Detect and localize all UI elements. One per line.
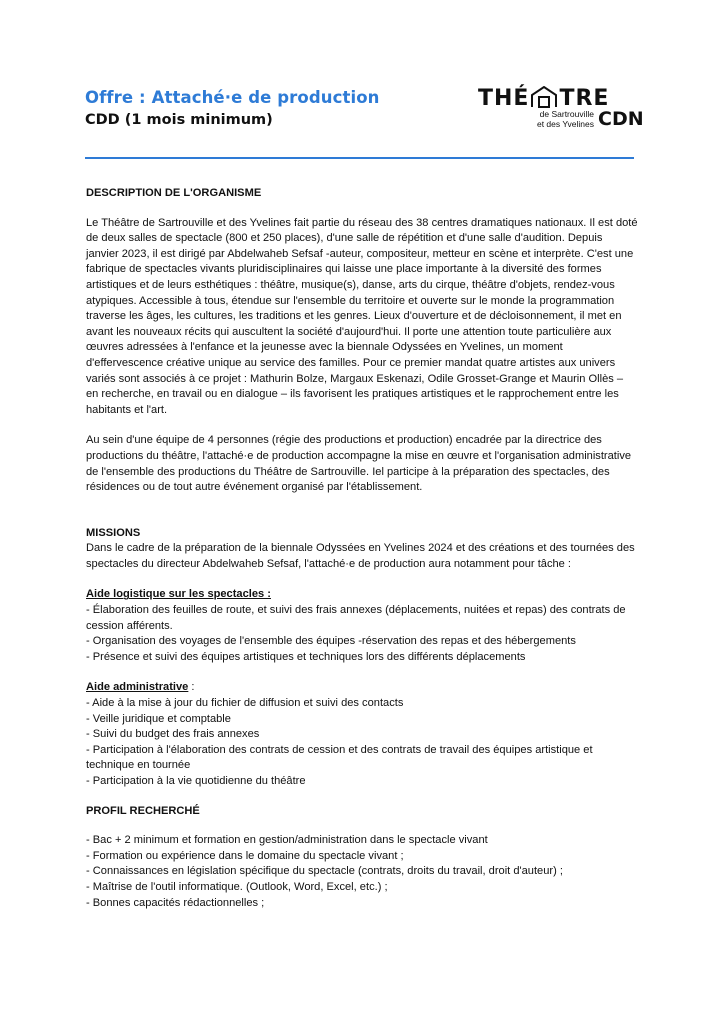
- list-item: - Élaboration des feuilles de route, et suivi des frais annexes (déplacements, nuitées et repas) des contrats de cession afférents.: [86, 604, 626, 632]
- list-item: - Suivi du budget des frais annexes: [86, 728, 260, 741]
- logo-word-right: TRE: [559, 86, 610, 111]
- list-item: - Connaissances en législation spécifique du spectacle (contrats, droits du travail, droit d'auteur) ;: [86, 865, 563, 878]
- header-divider: [85, 157, 634, 159]
- admin-heading: Aide administrative: [86, 681, 189, 694]
- admin-heading-colon: :: [188, 681, 195, 694]
- house-icon: [530, 86, 558, 108]
- list-item: - Organisation des voyages de l'ensemble des équipes -réservation des repas et des hébergements: [86, 635, 576, 648]
- offer-title-role: Attaché·e de production: [151, 88, 380, 107]
- list-item: - Aide à la mise à jour du fichier de diffusion et suivi des contacts: [86, 697, 404, 710]
- admin-list: [86, 696, 638, 790]
- profile-list: [86, 833, 638, 911]
- description-heading: DESCRIPTION DE L'ORGANISME: [86, 187, 262, 199]
- list-item: - Formation ou expérience dans le domaine du spectacle vivant ;: [86, 849, 404, 862]
- list-item: - Participation à la vie quotidienne du théâtre: [86, 775, 306, 787]
- description-paragraph-2: Au sein d'une équipe de 4 personnes (régie des productions et production) encadrée par la directrice des productions du théâtre, l'attaché·e de production accompagne la mise en œuvre et l'organisation administrative de l'ensemble des productions du Théâtre de Sartrouville. Iel participe à la préparation des spectacles, des résidences ou de tout autre événement organisé par l'établissement.: [86, 434, 632, 494]
- logo-word-left: THÉ: [478, 86, 530, 111]
- profile-heading: PROFIL RECHERCHÉ: [86, 804, 200, 817]
- logo-wordmark: [478, 86, 609, 111]
- logistics-heading: Aide logistique sur les spectacles :: [86, 588, 271, 601]
- description-paragraph-1: Le Théâtre de Sartrouville et des Yvelines fait partie du réseau des 38 centres dramatiques nationaux. Il est doté de deux salles de spectacle (800 et 250 places), d'une salle de répétition et d'une salle d'audition. Depuis janvier 2023, il est dirigé par Abdelwaheb Sefsaf -auteur, compositeur, metteur en scène et interprète. C'est une fabrique de spectacles vivants pluridisciplinaires qui laisse une place importante à la diversité des formes artistiques et de leurs esthétiques : théâtre, musique(s), danse, arts du cirque, théâtre d'objets, rendez-vous atypiques. Accessible à tous, étendue sur l'ensemble du territoire et ouverte sur le monde la programmation traverse les âges, les cultures, les traditions et les genres. Lieux d'ouverture et de décloisonnement, il met en avant les nouveaux récits qui auscultent la société d'aujourd'hui. Il porte une attention toute particulière aux œuvres adressées à l'enfance et la jeunesse avec la biennale Odyssées en Yvelines, un moment d'effervescence créative unique au service des familles. Pour ce premier mandat quatre artistes aux univers variés sont associés à ce projet : Mathurin Bolze, Margaux Eskenazi, Odile Grosset-Grange et Maurin Ollès – en recherche, en travail ou en dialogue – ils favorisent les pratiques artistiques et le rapprochement entre les habitants et l'art.: [86, 216, 638, 416]
- logo-place-line2: et des Yvelines: [536, 118, 594, 129]
- logo-place-line1: de Sartrouville: [539, 109, 594, 119]
- contract-type: CDD (1 mois minimum): [85, 112, 273, 128]
- document-body: [86, 186, 638, 911]
- list-item: - Bonnes capacités rédactionnelles ;: [86, 896, 265, 909]
- list-item: - Présence et suivi des équipes artistiques et techniques lors des différents déplacements: [86, 650, 526, 663]
- list-item: - Participation à l'élaboration des contrats de cession et des contrats de travail des équipes artistique et technique en tournée: [86, 743, 593, 772]
- list-item: - Maîtrise de l'outil informatique. (Outlook, Word, Excel, etc.) ;: [86, 880, 388, 893]
- offer-title-prefix: Offre :: [85, 88, 152, 107]
- logo-cdn: CDN: [598, 108, 644, 130]
- theatre-logo: [478, 86, 644, 136]
- logo-place: [522, 110, 594, 129]
- list-item: - Veille juridique et comptable: [86, 712, 231, 725]
- missions-intro: Dans le cadre de la préparation de la biennale Odyssées en Yvelines 2024 et des créations et des tournées des spectacles du directeur Abdelwaheb Sefsaf, l'attaché·e de production aura notamment pour tâche :: [86, 542, 635, 570]
- offer-title: [85, 88, 380, 107]
- admin-heading-line: [86, 680, 638, 696]
- logistics-list: [86, 603, 638, 665]
- missions-heading: MISSIONS: [86, 526, 141, 539]
- list-item: - Bac + 2 minimum et formation en gestion/administration dans le spectacle vivant: [86, 834, 488, 847]
